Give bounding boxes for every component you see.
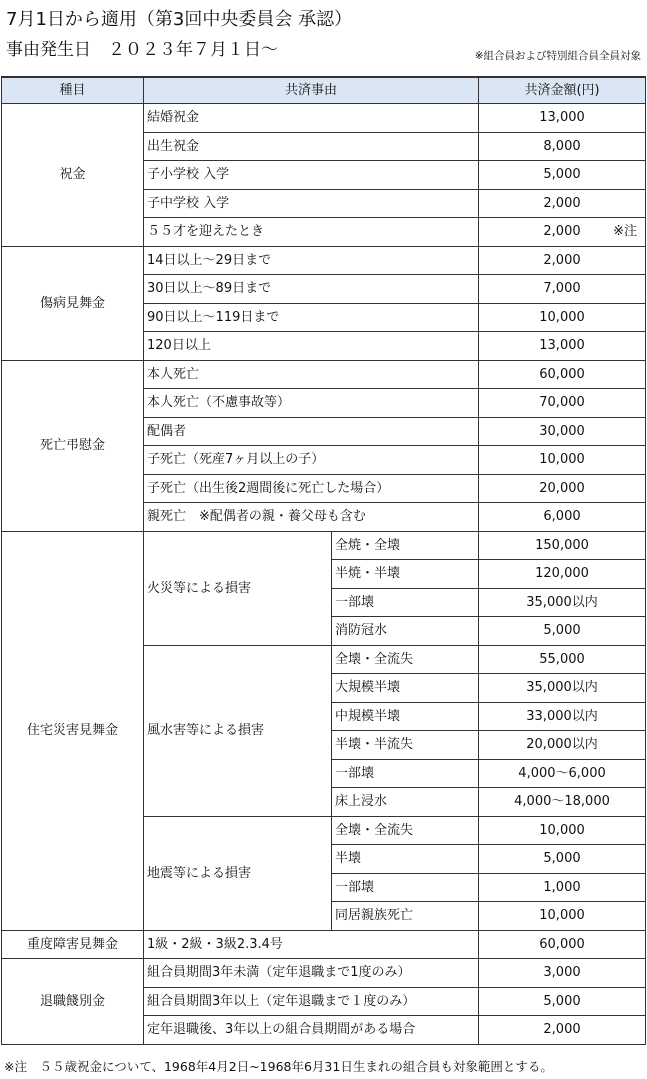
amount-cell: 5,000 [479, 161, 646, 190]
reason-cell: 14日以上～29日まで [144, 246, 479, 275]
reason-cell: 子小学校 入学 [144, 161, 479, 190]
reason-cell: 一部壊 [332, 759, 479, 788]
category-shobyo: 傷病見舞金 [2, 246, 144, 360]
reason-cell: 全壊・全流失 [332, 816, 479, 845]
footnote: ※注 ５５歳祝金について、1968年4月2日~1968年6月31日生まれの組合員も対象範囲とする。 [4, 1059, 553, 1074]
reason-cell: 全焼・全壊 [332, 531, 479, 560]
reason-cell: 床上浸水 [332, 788, 479, 817]
subcategory-storm-flood: 風水害等による損害 [144, 645, 332, 816]
amount-cell: 2,000 [479, 189, 646, 218]
reason-cell: 全壊・全流失 [332, 645, 479, 674]
amount-cell: 6,000 [479, 503, 646, 532]
amount-cell: 35,000以内 [479, 674, 646, 703]
table-row [2, 531, 646, 560]
table-row [2, 930, 646, 959]
amount-cell: 150,000 [479, 531, 646, 560]
reason-cell: 90日以上～119日まで [144, 303, 479, 332]
amount-cell: 20,000以内 [479, 731, 646, 760]
category-jushogai: 重度障害見舞金 [2, 930, 144, 959]
amount-cell: 55,000 [479, 645, 646, 674]
reason-cell: 半壊・半流失 [332, 731, 479, 760]
amount-cell: 7,000 [479, 275, 646, 304]
amount-cell: 3,000 [479, 959, 646, 988]
amount-cell: 30,000 [479, 417, 646, 446]
reason-cell: 結婚祝金 [144, 104, 479, 133]
amount-cell: 5,000 [479, 845, 646, 874]
reason-cell: 半焼・半壊 [332, 560, 479, 589]
header-amount: 共済金額(円) [479, 77, 646, 104]
amount-cell: 10,000 [479, 303, 646, 332]
reason-cell: 一部壊 [332, 873, 479, 902]
amount-cell: 4,000～18,000 [479, 788, 646, 817]
table-header-row [2, 77, 646, 104]
amount-cell: 2,000 [479, 246, 646, 275]
table-row [2, 360, 646, 389]
header-reason: 共済事由 [144, 77, 479, 104]
amount-cell: 13,000 [479, 332, 646, 361]
amount-cell: 2,000 [479, 1016, 646, 1045]
reason-cell: 大規模半壊 [332, 674, 479, 703]
amount-cell: 5,000 [479, 617, 646, 646]
amount-cell [479, 218, 646, 247]
benefit-table [1, 76, 646, 1045]
category-jutaku: 住宅災害見舞金 [2, 531, 144, 930]
reason-cell: 子中学校 入学 [144, 189, 479, 218]
amount-cell: 60,000 [479, 360, 646, 389]
reason-cell: 定年退職後、3年以上の組合員期間がある場合 [144, 1016, 479, 1045]
reason-cell: ５５才を迎えたとき [144, 218, 479, 247]
amount-cell: 20,000 [479, 474, 646, 503]
reason-cell: 本人死亡（不慮事故等） [144, 389, 479, 418]
amount-cell: 10,000 [479, 816, 646, 845]
category-shukukin: 祝金 [2, 104, 144, 247]
note-mark: ※注 [613, 224, 638, 239]
amount-cell: 4,000～6,000 [479, 759, 646, 788]
reason-cell: 子死亡（出生後2週間後に死亡した場合） [144, 474, 479, 503]
reason-cell: 30日以上～89日まで [144, 275, 479, 304]
reason-cell: 一部壊 [332, 588, 479, 617]
amount-cell: 8,000 [479, 132, 646, 161]
amount-cell: 120,000 [479, 560, 646, 589]
amount-value: 2,000 [543, 224, 581, 240]
amount-cell: 5,000 [479, 987, 646, 1016]
eligibility-note: ※組合員および特別組合員全員対象 [474, 50, 641, 62]
reason-cell: 子死亡（死産7ヶ月以上の子） [144, 446, 479, 475]
amount-cell: 13,000 [479, 104, 646, 133]
reason-cell: 親死亡 ※配偶者の親・養父母も含む [144, 503, 479, 532]
amount-cell: 10,000 [479, 446, 646, 475]
header-category: 種目 [2, 77, 144, 104]
reason-cell: 中規模半壊 [332, 702, 479, 731]
subcategory-earthquake: 地震等による損害 [144, 816, 332, 930]
reason-cell: 1級・2級・3級2.3.4号 [144, 930, 479, 959]
reason-cell: 組合員期間3年以上（定年退職まで１度のみ） [144, 987, 479, 1016]
amount-cell: 70,000 [479, 389, 646, 418]
reason-cell: 120日以上 [144, 332, 479, 361]
amount-cell: 60,000 [479, 930, 646, 959]
subcategory-fire: 火災等による損害 [144, 531, 332, 645]
table-row [2, 959, 646, 988]
page-title: 7月1日から適用（第3回中央委員会 承認） [6, 9, 353, 30]
reason-cell: 配偶者 [144, 417, 479, 446]
category-shibo: 死亡弔慰金 [2, 360, 144, 531]
amount-cell: 33,000以内 [479, 702, 646, 731]
reason-cell: 消防冠水 [332, 617, 479, 646]
table-row [2, 246, 646, 275]
reason-cell: 本人死亡 [144, 360, 479, 389]
reason-cell: 半壊 [332, 845, 479, 874]
category-taishoku: 退職餞別金 [2, 959, 144, 1045]
reason-cell: 出生祝金 [144, 132, 479, 161]
amount-cell: 10,000 [479, 902, 646, 931]
reason-cell: 組合員期間3年未満（定年退職まで1度のみ） [144, 959, 479, 988]
amount-cell: 35,000以内 [479, 588, 646, 617]
table-row [2, 104, 646, 133]
amount-cell: 1,000 [479, 873, 646, 902]
effective-date: 事由発生日 ２０２３年７月１日～ [6, 40, 278, 60]
reason-cell: 同居親族死亡 [332, 902, 479, 931]
